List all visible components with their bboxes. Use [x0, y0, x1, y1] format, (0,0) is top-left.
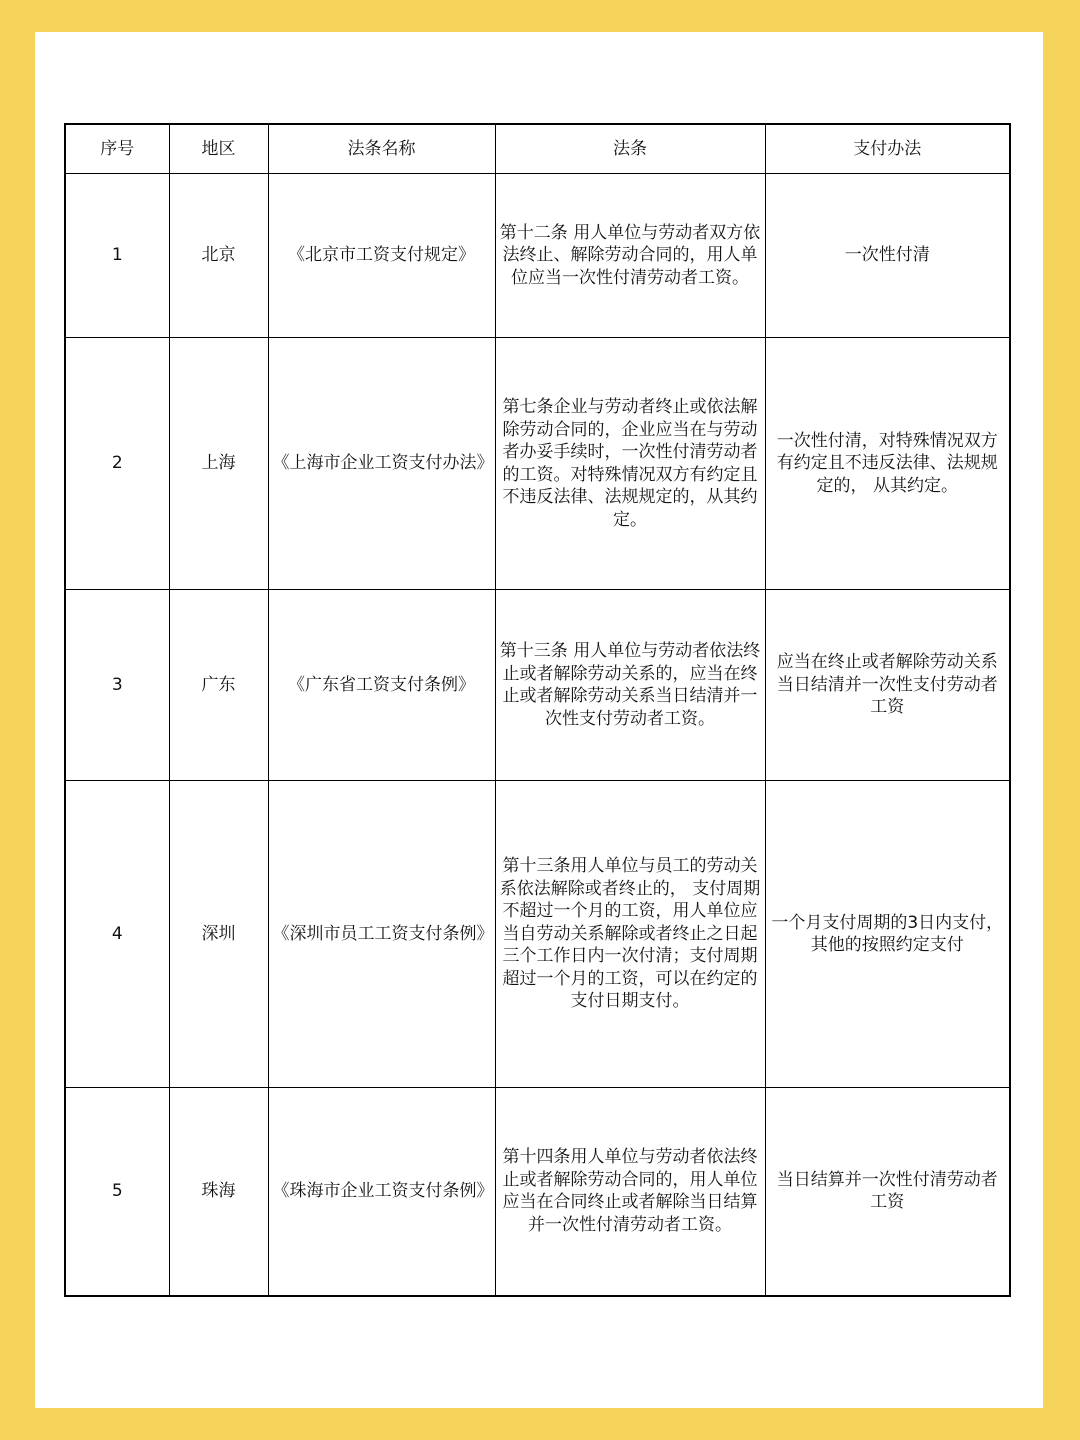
row-index: 4: [65, 781, 169, 1088]
table-row: [65, 590, 1010, 781]
document-card: [35, 32, 1043, 1408]
row-law-text: 第十三条用人单位与员工的劳动关系依法解除或者终止的， 支付周期不超过一个月的工资，用人单位应当自劳动关系解除或者终止之日起三个工作日内一次付清；支付周期超过一个月的工资，可以在约定的支付日期支付。: [495, 781, 765, 1088]
header-row: [65, 124, 1010, 174]
row-payment: 一个月支付周期的3日内支付，其他的按照约定支付: [765, 781, 1010, 1088]
header-law-text: 法条: [495, 124, 765, 174]
header-index: 序号: [65, 124, 169, 174]
row-region: 珠海: [169, 1088, 268, 1296]
row-region: 上海: [169, 338, 268, 590]
row-region: 深圳: [169, 781, 268, 1088]
header-law-name: 法条名称: [268, 124, 495, 174]
row-law-text: 第十二条 用人单位与劳动者双方依法终止、解除劳动合同的，用人单位应当一次性付清劳动者工资。: [495, 174, 765, 338]
row-payment: 一次性付清: [765, 174, 1010, 338]
row-region: 北京: [169, 174, 268, 338]
row-payment: 应当在终止或者解除劳动关系当日结清并一次性支付劳动者工资: [765, 590, 1010, 781]
row-index: 2: [65, 338, 169, 590]
wage-payment-table: [64, 123, 1011, 1297]
table-row: [65, 1088, 1010, 1296]
row-payment: 一次性付清，对特殊情况双方有约定且不违反法律、法规规定的， 从其约定。: [765, 338, 1010, 590]
header-payment: 支付办法: [765, 124, 1010, 174]
row-law-name: 《珠海市企业工资支付条例》: [268, 1088, 495, 1296]
header-region: 地区: [169, 124, 268, 174]
row-law-name: 《北京市工资支付规定》: [268, 174, 495, 338]
row-payment: 当日结算并一次性付清劳动者工资: [765, 1088, 1010, 1296]
table-row: [65, 338, 1010, 590]
row-law-name: 《广东省工资支付条例》: [268, 590, 495, 781]
row-law-text: 第十四条用人单位与劳动者依法终止或者解除劳动合同的，用人单位应当在合同终止或者解除当日结算并一次性付清劳动者工资。: [495, 1088, 765, 1296]
table-row: [65, 174, 1010, 338]
row-law-name: 《上海市企业工资支付办法》: [268, 338, 495, 590]
table-row: [65, 781, 1010, 1088]
row-law-name: 《深圳市员工工资支付条例》: [268, 781, 495, 1088]
row-index: 5: [65, 1088, 169, 1296]
row-index: 3: [65, 590, 169, 781]
row-region: 广东: [169, 590, 268, 781]
row-law-text: 第七条企业与劳动者终止或依法解除劳动合同的，企业应当在与劳动者办妥手续时，一次性付清劳动者的工资。对特殊情况双方有约定且不违反法律、法规规定的，从其约定。: [495, 338, 765, 590]
row-law-text: 第十三条 用人单位与劳动者依法终止或者解除劳动关系的，应当在终止或者解除劳动关系当日结清并一次性支付劳动者工资。: [495, 590, 765, 781]
row-index: 1: [65, 174, 169, 338]
